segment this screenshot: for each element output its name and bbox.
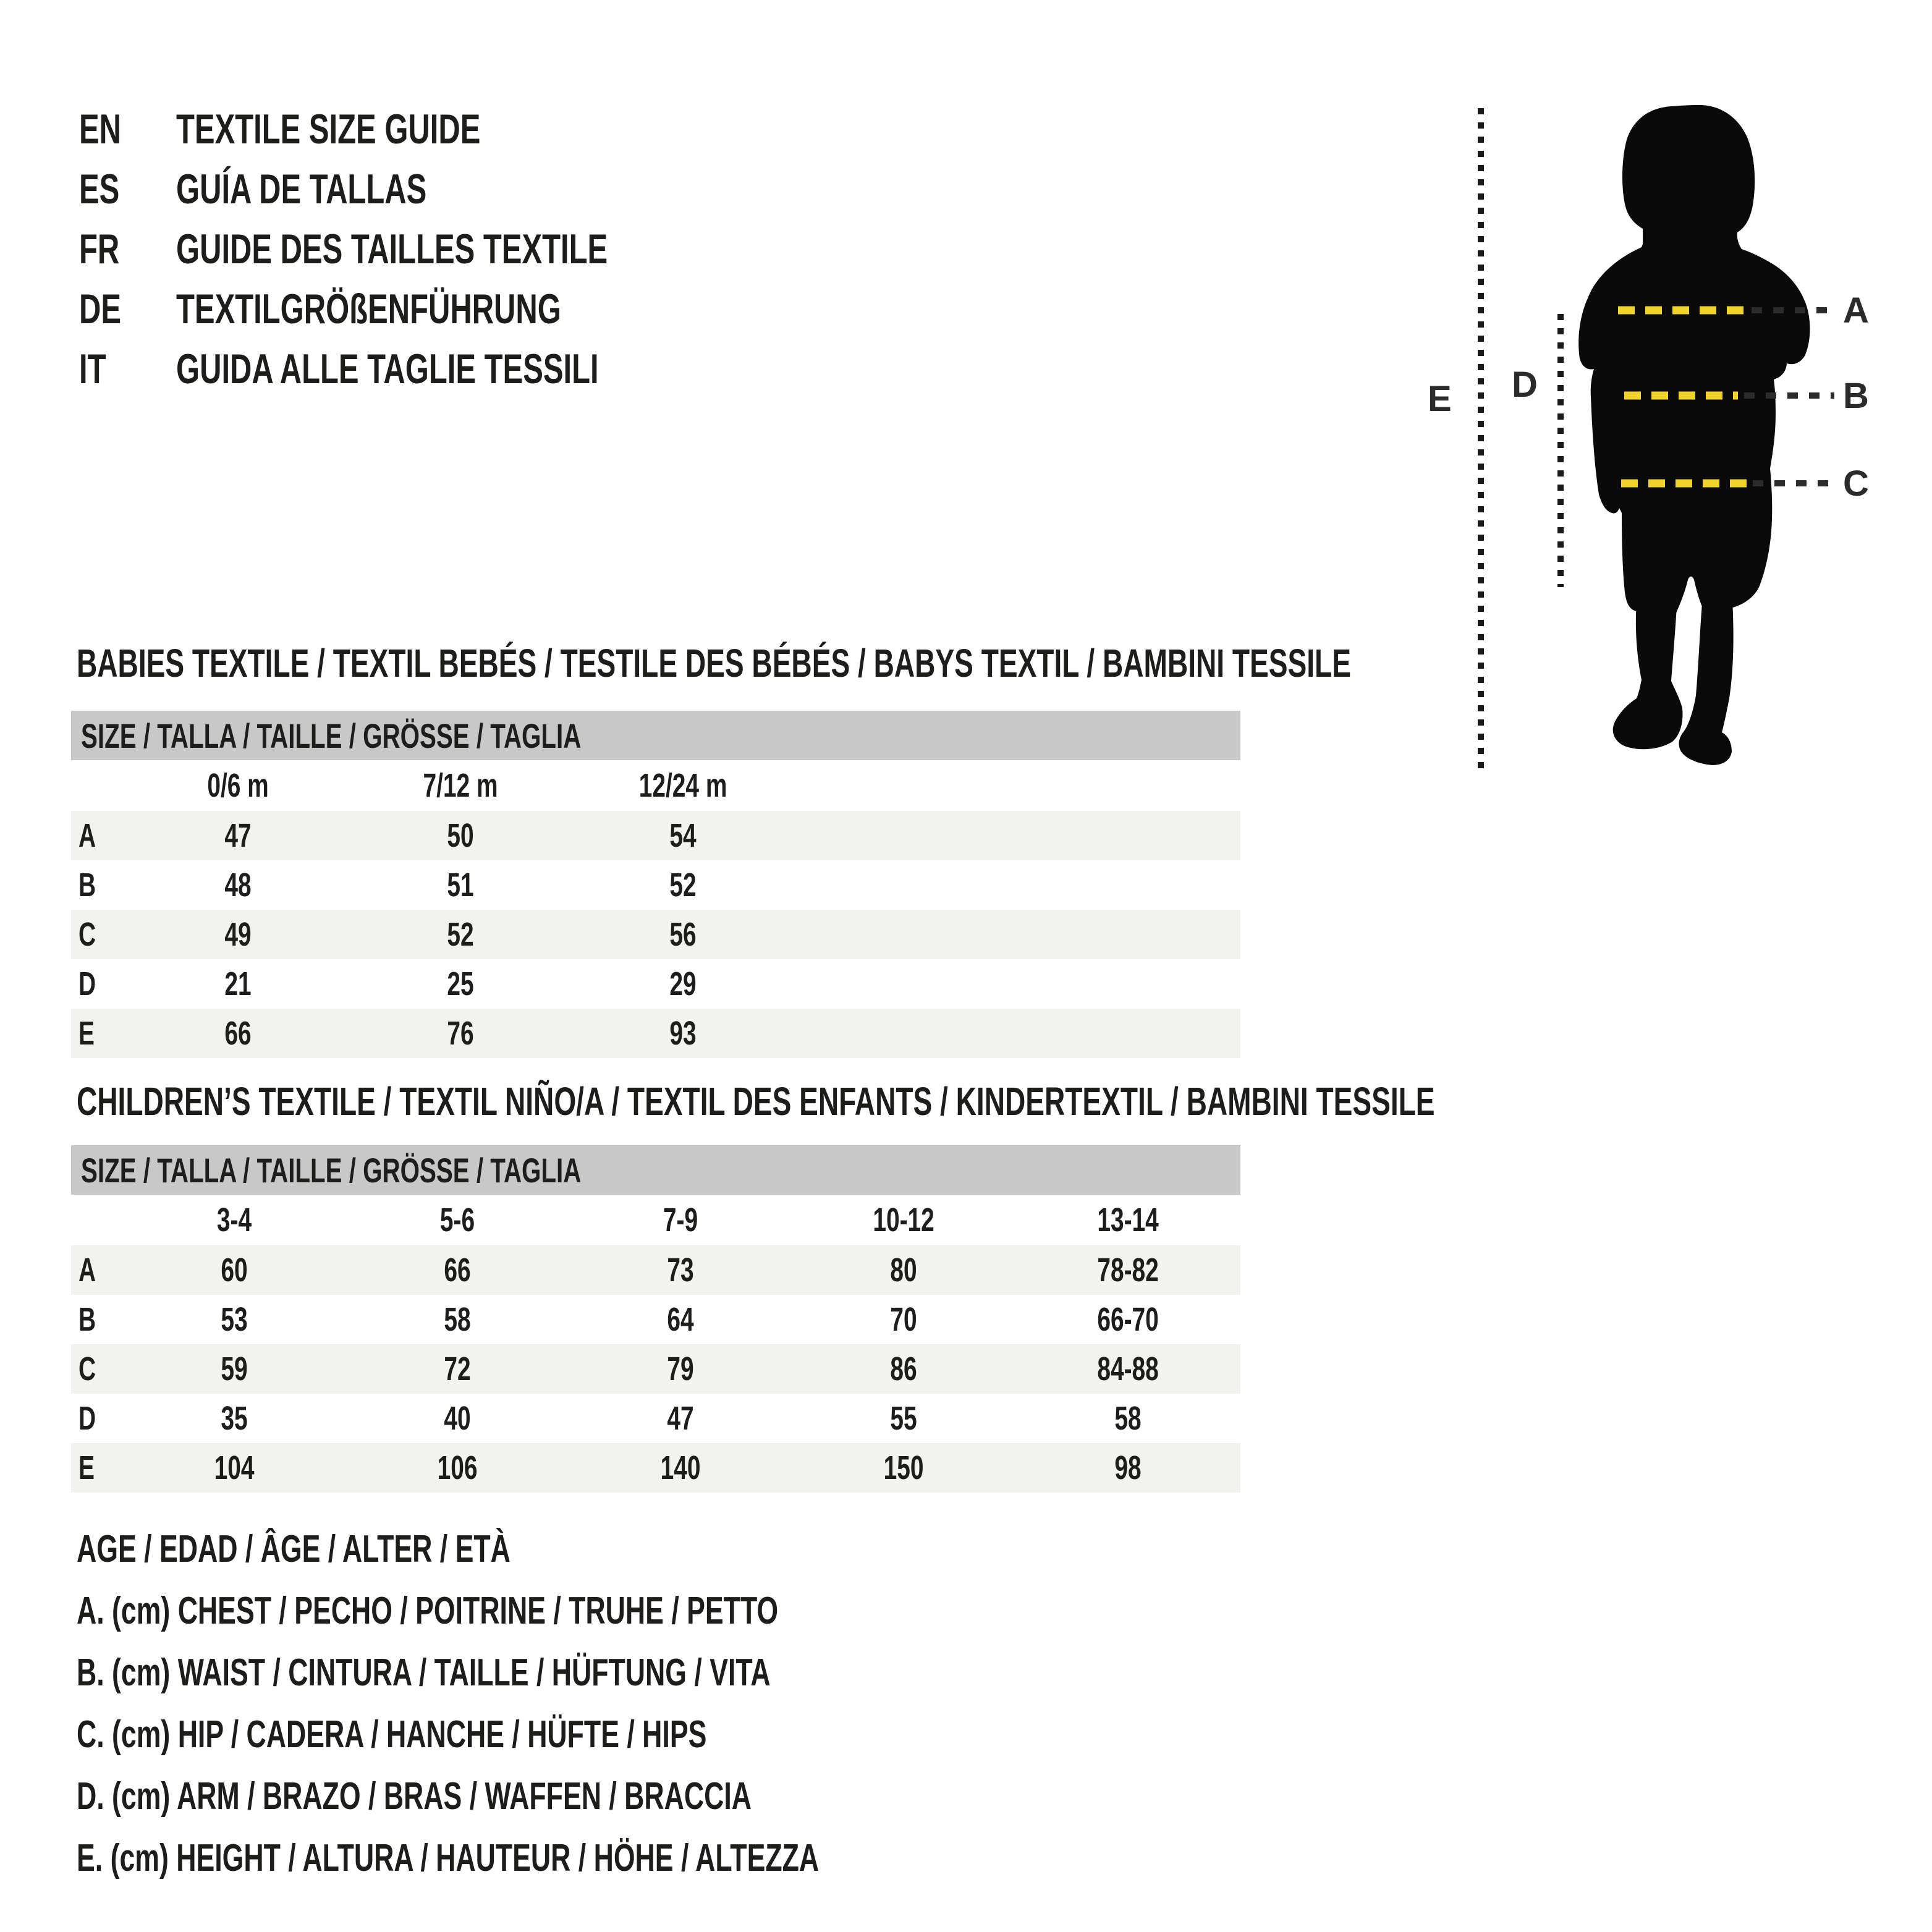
title-en: TEXTILE SIZE GUIDE: [176, 105, 481, 153]
children-section-heading: [77, 1081, 1932, 1122]
legend-arm-d: D. (cm) ARM / BRAZO / BRAS / WAFFEN / BRACCIA: [77, 1774, 752, 1818]
measurement-figure: [1407, 80, 1932, 816]
row-label: A: [78, 1252, 96, 1289]
lang-code-en: EN: [79, 105, 122, 153]
children-column-header-row: [71, 1195, 1240, 1245]
lang-row-en: [79, 99, 776, 159]
row-label: C: [78, 916, 96, 953]
language-title-list: [79, 99, 776, 399]
row-label: B: [78, 1301, 96, 1338]
silhouette-body: [1578, 105, 1810, 613]
children-colhead-3: 10-12: [873, 1201, 935, 1239]
table-row: E 104 106 140 150 98: [71, 1443, 1240, 1493]
row-label: D: [78, 1400, 96, 1437]
title-es: GUÍA DE TALLAS: [176, 165, 427, 213]
figure-label-arm-d: D: [1512, 365, 1538, 405]
children-size-table: [71, 1145, 1240, 1493]
lang-code-es: ES: [79, 165, 120, 213]
table-row: A 47 50 54: [71, 811, 1240, 860]
babies-colhead-1: 7/12 m: [423, 767, 498, 804]
children-size-header-bar: [71, 1145, 1240, 1195]
table-row: B 48 51 52: [78, 866, 697, 904]
table-row: C 59 72 79 86 84-88: [71, 1344, 1240, 1394]
babies-colhead-2: 12/24 m: [638, 767, 727, 804]
figure-label-waist-b: B: [1843, 376, 1869, 416]
figure-label-chest-a: A: [1843, 290, 1869, 331]
babies-colhead-spacer: [71, 760, 127, 811]
row-label: A: [78, 817, 96, 854]
title-fr: GUIDE DES TAILLES TEXTILE: [176, 225, 608, 273]
babies-heading-text: BABIES TEXTILE / TEXTIL BEBÉS / TESTILE DES BÉBÉS / BABYS TEXTIL / BAMBINI TESSILE: [77, 641, 1351, 685]
title-de: TEXTILGRÖßENFÜHRUNG: [176, 285, 561, 333]
table-row: E 66 76 93: [71, 1009, 1240, 1058]
table-row: B 53 58 64 70 66-70: [78, 1301, 1159, 1338]
babies-size-header-bar: [71, 711, 1240, 760]
row-label: E: [78, 1449, 95, 1486]
table-row: C 49 52 56: [71, 910, 1240, 959]
lang-row-fr: [79, 219, 776, 279]
legend-age: AGE / EDAD / ÂGE / ALTER / ETÀ: [77, 1527, 511, 1570]
row-label: C: [78, 1350, 96, 1388]
measurement-legend: [77, 1518, 1108, 1889]
legend-waist-b: B. (cm) WAIST / CINTURA / TAILLE / HÜFTUNG / VITA: [77, 1651, 771, 1694]
legend-hip-c: C. (cm) HIP / CADERA / HANCHE / HÜFTE / HIPS: [77, 1713, 707, 1756]
table-row: D 21 25 29: [78, 965, 697, 1002]
lang-row-it: [79, 339, 776, 399]
lang-code-it: IT: [79, 345, 106, 392]
table-row: A 60 66 73 80 78-82: [71, 1245, 1240, 1295]
row-label: D: [78, 965, 96, 1002]
table-row: D 35 40 47 55 58: [78, 1400, 1142, 1437]
children-colhead-4: 13-14: [1097, 1201, 1159, 1239]
children-size-header-text: SIZE / TALLA / TAILLE / GRÖSSE / TAGLIA: [81, 1150, 582, 1190]
lang-code-fr: FR: [79, 225, 120, 273]
babies-size-header-text: SIZE / TALLA / TAILLE / GRÖSSE / TAGLIA: [81, 716, 582, 755]
row-label: B: [78, 866, 96, 904]
lang-row-de: [79, 279, 776, 339]
legend-height-e: E. (cm) HEIGHT / ALTURA / HAUTEUR / HÖHE / ALTEZZA: [77, 1836, 820, 1879]
children-heading-text: CHILDREN’S TEXTILE / TEXTIL NIÑO/A / TEXTIL DES ENFANTS / KINDERTEXTIL / BAMBINI TESSILE: [77, 1079, 1435, 1124]
title-it: GUIDA ALLE TAGLIE TESSILI: [176, 345, 599, 392]
babies-size-table: [71, 711, 1240, 1058]
children-colhead-2: 7-9: [663, 1201, 698, 1239]
figure-label-height-e: E: [1428, 379, 1452, 419]
lang-row-es: [79, 159, 776, 219]
children-colhead-0: 3-4: [217, 1201, 252, 1239]
row-label: E: [78, 1015, 95, 1052]
babies-section-heading: [77, 643, 1847, 684]
children-colhead-1: 5-6: [440, 1201, 475, 1239]
children-colhead-spacer: [71, 1195, 123, 1245]
babies-column-header-row: [71, 760, 1240, 811]
lang-code-de: DE: [79, 285, 122, 333]
legend-chest-a: A. (cm) CHEST / PECHO / POITRINE / TRUHE / PETTO: [77, 1589, 779, 1632]
babies-colhead-0: 0/6 m: [207, 767, 269, 804]
figure-label-hip-c: C: [1843, 464, 1869, 504]
